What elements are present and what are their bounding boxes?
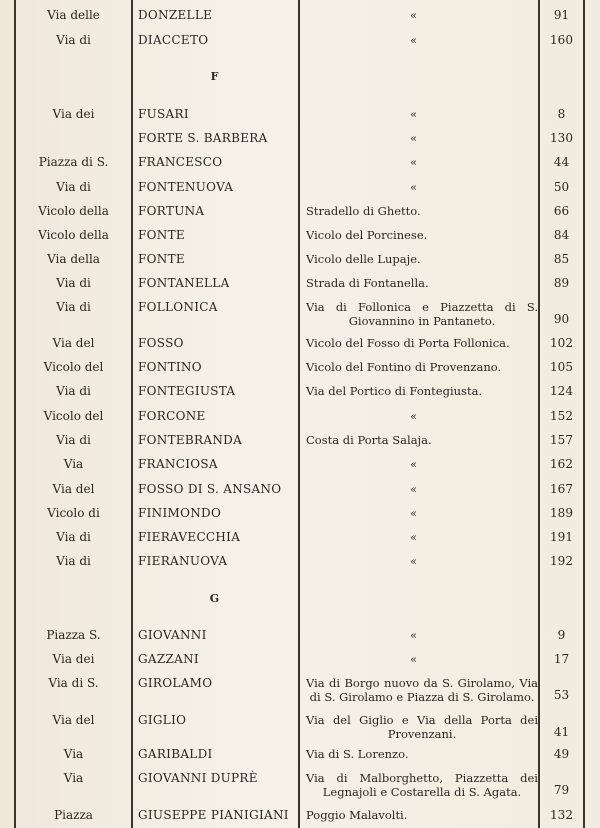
street-name: FONTE: [138, 228, 185, 242]
table-row: [0, 652, 600, 666]
former-name: Via del Portico di Fontegiusta.: [306, 384, 483, 398]
entry-number: 91: [553, 8, 570, 22]
former-name: Via di S. Lorenzo.: [306, 747, 409, 761]
street-name: FOSSO: [138, 336, 184, 350]
entry-number: 167: [550, 482, 573, 496]
street-prefix: Via del: [52, 336, 95, 350]
former-name: Via di Malborghetto, Piazzetta dei Legnajoli e Costarella di S. Agata.: [306, 771, 538, 799]
entry-number: 191: [550, 530, 573, 544]
former-name: «: [410, 506, 418, 520]
street-prefix: Piazza di S.: [38, 155, 109, 169]
table-row: [0, 180, 600, 194]
former-name: «: [410, 131, 418, 145]
street-prefix: Vicolo del: [43, 409, 104, 423]
street-name: FRANCIOSA: [138, 457, 218, 471]
street-prefix: Via di S.: [48, 676, 99, 690]
entry-number: 17: [553, 652, 570, 666]
street-prefix: Via: [63, 457, 84, 471]
table-row: [0, 276, 600, 290]
table-row: [0, 530, 600, 544]
former-name: «: [410, 457, 418, 471]
former-name: Vicolo delle Lupaje.: [306, 252, 421, 266]
street-name: DIACCETO: [138, 33, 209, 47]
table-row: [0, 131, 600, 145]
former-name: Costa di Porta Salaja.: [306, 433, 432, 447]
street-name: FUSARI: [138, 107, 189, 121]
former-name: Poggio Malavolti.: [306, 808, 408, 822]
street-prefix: Via di: [56, 276, 91, 290]
entry-number: 44: [553, 155, 570, 169]
street-prefix: Vicolo del: [43, 360, 104, 374]
street-name: GAZZANI: [138, 652, 199, 666]
table-row: [0, 457, 600, 471]
former-name: Vicolo del Fontino di Provenzano.: [306, 360, 502, 374]
table-row: [0, 747, 600, 761]
table-row: [0, 384, 600, 398]
former-name: Stradello di Ghetto.: [306, 204, 421, 218]
entry-number: 50: [553, 180, 570, 194]
entry-number: 162: [550, 457, 573, 471]
table-row: [0, 204, 600, 218]
street-name: FORTE S. BARBERA: [138, 131, 268, 145]
street-name: FRANCESCO: [138, 155, 223, 169]
street-name: FONTEGIUSTA: [138, 384, 236, 398]
former-name: «: [410, 107, 418, 121]
street-prefix: Via: [63, 771, 84, 785]
street-name: FONTEBRANDA: [138, 433, 243, 447]
street-name: FORTUNA: [138, 204, 205, 218]
street-name: FONTENUOVA: [138, 180, 234, 194]
table-row: [0, 155, 600, 169]
entry-number: 102: [550, 336, 573, 350]
table-row: [0, 336, 600, 350]
street-prefix: Vicolo della: [38, 204, 109, 218]
street-prefix: Via di: [56, 433, 91, 447]
street-name: FONTANELLA: [138, 276, 230, 290]
street-name: FONTINO: [138, 360, 202, 374]
street-prefix: Vicolo di: [47, 506, 100, 520]
entry-number: 41: [553, 725, 570, 739]
street-prefix: Via di: [56, 554, 91, 568]
former-name: «: [410, 33, 418, 47]
entry-number: 124: [550, 384, 573, 398]
table-row: [0, 300, 600, 328]
former-name: «: [410, 180, 418, 194]
section-letter-g: G: [209, 592, 221, 605]
table-row: [0, 433, 600, 447]
street-name: FONTE: [138, 252, 185, 266]
former-name: «: [410, 628, 418, 642]
entry-number: 157: [550, 433, 573, 447]
table-row: [0, 676, 600, 704]
former-name: Strada di Fontanella.: [306, 276, 429, 290]
street-prefix: Via dei: [52, 652, 95, 666]
former-name: Vicolo del Porcinese.: [306, 228, 428, 242]
street-prefix: Via del: [52, 482, 95, 496]
entry-number: 192: [550, 554, 573, 568]
former-name: «: [410, 652, 418, 666]
table-row: [0, 506, 600, 520]
entry-number: 85: [553, 252, 570, 266]
street-prefix: Via dei: [52, 107, 95, 121]
table-row: [0, 808, 600, 822]
section-letter-f: F: [210, 70, 220, 83]
former-name: «: [410, 530, 418, 544]
former-name: «: [410, 554, 418, 568]
street-prefix: Via: [63, 747, 84, 761]
street-name: GIOVANNI DUPRÈ: [138, 771, 258, 785]
street-prefix: Via del: [52, 713, 95, 727]
entry-number: 9: [557, 628, 566, 642]
table-row: [0, 107, 600, 121]
street-name: FORCONE: [138, 409, 206, 423]
street-name: FOSSO DI S. ANSANO: [138, 482, 282, 496]
former-name: «: [410, 155, 418, 169]
entry-number: 66: [553, 204, 570, 218]
street-name: GIOVANNI: [138, 628, 207, 642]
entry-number: 49: [553, 747, 570, 761]
table-row: [0, 252, 600, 266]
former-name: Via di Borgo nuovo da S. Girolamo, Via di S. Girolamo e Piazza di S. Girolamo.: [306, 676, 538, 704]
table-row: [0, 33, 600, 47]
entry-number: 105: [550, 360, 573, 374]
entry-number: 84: [553, 228, 570, 242]
former-name: Via di Follonica e Piazzetta di S. Giovannino in Pantaneto.: [306, 300, 538, 328]
street-name: FINIMONDO: [138, 506, 222, 520]
street-prefix: Vicolo della: [38, 228, 109, 242]
street-prefix: Piazza S.: [46, 628, 101, 642]
street-prefix: Via di: [56, 180, 91, 194]
street-prefix: Via delle: [47, 8, 100, 22]
street-prefix: Via di: [56, 384, 91, 398]
street-prefix: Piazza: [54, 808, 93, 822]
street-name: FIERANUOVA: [138, 554, 228, 568]
entry-number: 132: [550, 808, 573, 822]
street-name: GIGLIO: [138, 713, 187, 727]
entry-number: 90: [553, 312, 570, 326]
street-name: GIROLAMO: [138, 676, 213, 690]
street-prefix: Via della: [47, 252, 100, 266]
entry-number: 130: [550, 131, 573, 145]
street-name: FIERAVECCHIA: [138, 530, 241, 544]
table-row: [0, 228, 600, 242]
entry-number: 8: [557, 107, 566, 121]
table-row: [0, 482, 600, 496]
street-prefix: Via di: [56, 300, 91, 314]
table-row: [0, 771, 600, 799]
table-row: [0, 554, 600, 568]
street-prefix: Via di: [56, 530, 91, 544]
street-name: DONZELLE: [138, 8, 213, 22]
entry-number: 89: [553, 276, 570, 290]
former-name: Vicolo del Fosso di Porta Follonica.: [306, 336, 510, 350]
street-name: GARIBALDI: [138, 747, 213, 761]
street-prefix: Via di: [56, 33, 91, 47]
table-row: [0, 713, 600, 741]
entry-number: 53: [553, 688, 570, 702]
entry-number: 189: [550, 506, 573, 520]
street-name: FOLLONICA: [138, 300, 218, 314]
former-name: Via del Giglio e Via della Porta dei Provenzani.: [306, 713, 538, 741]
entry-number: 79: [553, 783, 570, 797]
former-name: «: [410, 8, 418, 22]
table-row: [0, 8, 600, 22]
table-row: [0, 360, 600, 374]
street-name: GIUSEPPE PIANIGIANI: [138, 808, 289, 822]
entry-number: 160: [550, 33, 573, 47]
entry-number: 152: [550, 409, 573, 423]
former-name: «: [410, 409, 418, 423]
table-row: [0, 409, 600, 423]
table-row: [0, 628, 600, 642]
former-name: «: [410, 482, 418, 496]
